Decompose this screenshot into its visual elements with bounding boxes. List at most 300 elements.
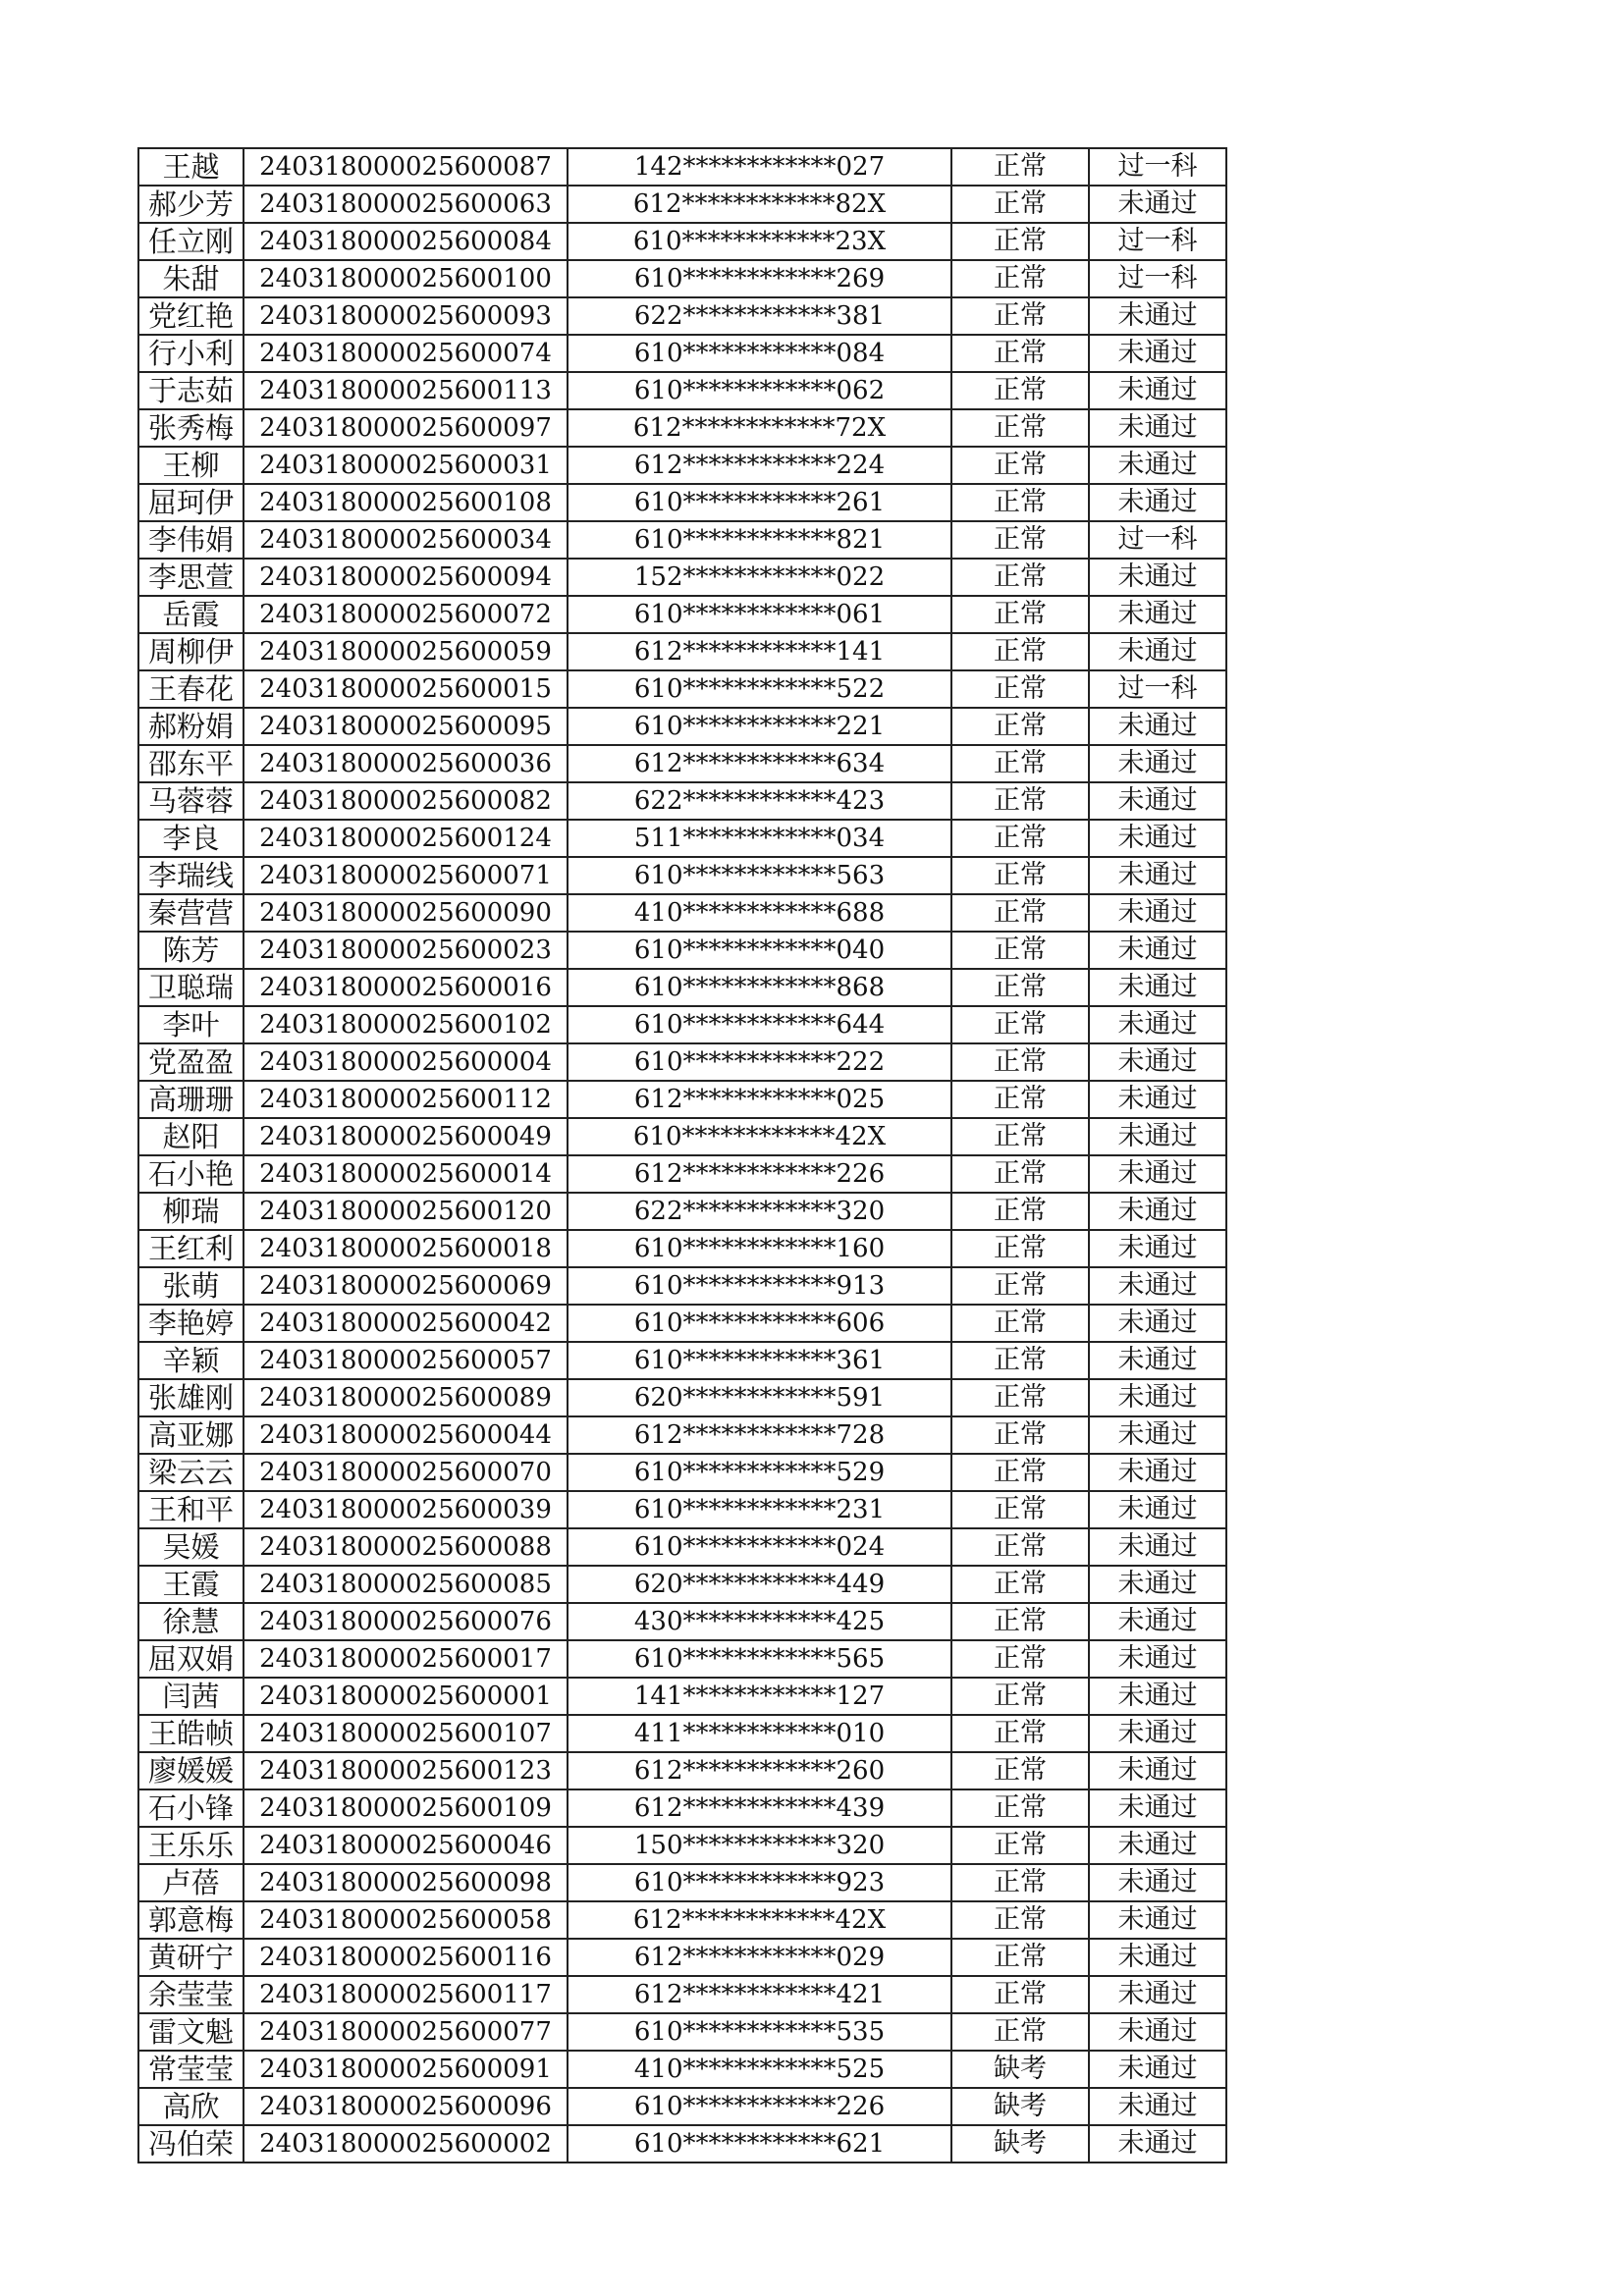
- cell-name: 郝少芳: [138, 186, 244, 223]
- cell-name: 高珊珊: [138, 1081, 244, 1118]
- cell-exam-result: 未通过: [1089, 633, 1226, 670]
- cell-name: 石小艳: [138, 1155, 244, 1193]
- cell-attendance-status: 正常: [951, 1528, 1089, 1566]
- cell-id-number: 620************591: [568, 1379, 951, 1416]
- cell-ticket-number: 240318000025600107: [244, 1715, 568, 1752]
- cell-name: 邵东平: [138, 745, 244, 782]
- cell-attendance-status: 正常: [951, 708, 1089, 745]
- table-row: [138, 1230, 1226, 1267]
- cell-ticket-number: 240318000025600091: [244, 2051, 568, 2088]
- cell-ticket-number: 240318000025600100: [244, 260, 568, 297]
- cell-attendance-status: 正常: [951, 409, 1089, 447]
- cell-attendance-status: 正常: [951, 559, 1089, 596]
- cell-ticket-number: 240318000025600069: [244, 1267, 568, 1305]
- cell-attendance-status: 正常: [951, 260, 1089, 297]
- cell-name: 王和平: [138, 1491, 244, 1528]
- cell-attendance-status: 正常: [951, 1640, 1089, 1678]
- cell-exam-result: 过一科: [1089, 521, 1226, 559]
- cell-name: 王春花: [138, 670, 244, 708]
- cell-attendance-status: 正常: [951, 1081, 1089, 1118]
- cell-attendance-status: 正常: [951, 1678, 1089, 1715]
- cell-attendance-status: 正常: [951, 447, 1089, 484]
- cell-name: 李叶: [138, 1006, 244, 1043]
- cell-attendance-status: 缺考: [951, 2051, 1089, 2088]
- cell-ticket-number: 240318000025600016: [244, 969, 568, 1006]
- cell-id-number: 142************027: [568, 148, 951, 186]
- cell-name: 黄研宁: [138, 1939, 244, 1976]
- cell-attendance-status: 正常: [951, 1305, 1089, 1342]
- cell-id-number: 410************688: [568, 894, 951, 932]
- cell-attendance-status: 正常: [951, 1342, 1089, 1379]
- cell-id-number: 610************024: [568, 1528, 951, 1566]
- cell-attendance-status: 正常: [951, 484, 1089, 521]
- cell-attendance-status: 正常: [951, 335, 1089, 372]
- cell-name: 李良: [138, 820, 244, 857]
- table-row: [138, 1789, 1226, 1827]
- cell-exam-result: 未通过: [1089, 1939, 1226, 1976]
- cell-name: 党红艳: [138, 297, 244, 335]
- cell-id-number: 610************226: [568, 2088, 951, 2125]
- cell-id-number: 610************529: [568, 1454, 951, 1491]
- cell-name: 李瑞线: [138, 857, 244, 894]
- results-table-body: [138, 148, 1226, 2163]
- cell-ticket-number: 240318000025600098: [244, 1864, 568, 1901]
- cell-attendance-status: 正常: [951, 932, 1089, 969]
- cell-exam-result: 未通过: [1089, 1193, 1226, 1230]
- table-row: [138, 335, 1226, 372]
- cell-attendance-status: 正常: [951, 633, 1089, 670]
- table-row: [138, 1043, 1226, 1081]
- cell-id-number: 612************82X: [568, 186, 951, 223]
- cell-id-number: 612************72X: [568, 409, 951, 447]
- cell-id-number: 610************160: [568, 1230, 951, 1267]
- cell-id-number: 610************522: [568, 670, 951, 708]
- cell-attendance-status: 正常: [951, 894, 1089, 932]
- cell-ticket-number: 240318000025600002: [244, 2125, 568, 2163]
- cell-attendance-status: 正常: [951, 1566, 1089, 1603]
- cell-exam-result: 未通过: [1089, 1006, 1226, 1043]
- cell-ticket-number: 240318000025600093: [244, 297, 568, 335]
- cell-attendance-status: 正常: [951, 1827, 1089, 1864]
- table-row: [138, 1976, 1226, 2013]
- table-row: [138, 1715, 1226, 1752]
- table-row: [138, 1528, 1226, 1566]
- cell-exam-result: 未通过: [1089, 1678, 1226, 1715]
- table-row: [138, 1901, 1226, 1939]
- cell-id-number: 610************040: [568, 932, 951, 969]
- cell-name: 石小锋: [138, 1789, 244, 1827]
- cell-exam-result: 未通过: [1089, 186, 1226, 223]
- cell-id-number: 612************260: [568, 1752, 951, 1789]
- cell-ticket-number: 240318000025600017: [244, 1640, 568, 1678]
- cell-id-number: 610************062: [568, 372, 951, 409]
- cell-attendance-status: 正常: [951, 2013, 1089, 2051]
- cell-exam-result: 未通过: [1089, 1864, 1226, 1901]
- cell-attendance-status: 正常: [951, 1006, 1089, 1043]
- cell-id-number: 612************42X: [568, 1901, 951, 1939]
- cell-ticket-number: 240318000025600070: [244, 1454, 568, 1491]
- cell-name: 于志茹: [138, 372, 244, 409]
- cell-ticket-number: 240318000025600082: [244, 782, 568, 820]
- table-row: [138, 1193, 1226, 1230]
- cell-exam-result: 未通过: [1089, 484, 1226, 521]
- cell-name: 任立刚: [138, 223, 244, 260]
- cell-ticket-number: 240318000025600063: [244, 186, 568, 223]
- cell-name: 陈芳: [138, 932, 244, 969]
- cell-name: 梁云云: [138, 1454, 244, 1491]
- cell-attendance-status: 正常: [951, 223, 1089, 260]
- cell-ticket-number: 240318000025600074: [244, 335, 568, 372]
- cell-attendance-status: 正常: [951, 521, 1089, 559]
- table-row: [138, 1827, 1226, 1864]
- table-row: [138, 1006, 1226, 1043]
- cell-id-number: 610************221: [568, 708, 951, 745]
- cell-ticket-number: 240318000025600087: [244, 148, 568, 186]
- cell-name: 行小利: [138, 335, 244, 372]
- cell-name: 周柳伊: [138, 633, 244, 670]
- cell-ticket-number: 240318000025600109: [244, 1789, 568, 1827]
- table-row: [138, 708, 1226, 745]
- cell-name: 郝粉娟: [138, 708, 244, 745]
- cell-name: 高欣: [138, 2088, 244, 2125]
- cell-name: 党盈盈: [138, 1043, 244, 1081]
- cell-id-number: 410************525: [568, 2051, 951, 2088]
- cell-id-number: 612************141: [568, 633, 951, 670]
- cell-attendance-status: 正常: [951, 1491, 1089, 1528]
- cell-attendance-status: 正常: [951, 1118, 1089, 1155]
- cell-id-number: 612************224: [568, 447, 951, 484]
- cell-ticket-number: 240318000025600077: [244, 2013, 568, 2051]
- cell-ticket-number: 240318000025600076: [244, 1603, 568, 1640]
- cell-id-number: 610************535: [568, 2013, 951, 2051]
- cell-id-number: 610************868: [568, 969, 951, 1006]
- cell-id-number: 610************563: [568, 857, 951, 894]
- cell-exam-result: 未通过: [1089, 1901, 1226, 1939]
- cell-exam-result: 未通过: [1089, 2013, 1226, 2051]
- cell-id-number: 612************226: [568, 1155, 951, 1193]
- cell-attendance-status: 正常: [951, 857, 1089, 894]
- cell-id-number: 610************821: [568, 521, 951, 559]
- table-row: [138, 2051, 1226, 2088]
- cell-exam-result: 未通过: [1089, 1528, 1226, 1566]
- cell-ticket-number: 240318000025600112: [244, 1081, 568, 1118]
- results-table: [137, 147, 1227, 2163]
- cell-attendance-status: 正常: [951, 1603, 1089, 1640]
- cell-ticket-number: 240318000025600124: [244, 820, 568, 857]
- cell-exam-result: 未通过: [1089, 2125, 1226, 2163]
- cell-attendance-status: 正常: [951, 1454, 1089, 1491]
- cell-attendance-status: 正常: [951, 596, 1089, 633]
- cell-attendance-status: 正常: [951, 1752, 1089, 1789]
- cell-id-number: 610************923: [568, 1864, 951, 1901]
- cell-exam-result: 未通过: [1089, 745, 1226, 782]
- cell-ticket-number: 240318000025600044: [244, 1416, 568, 1454]
- cell-name: 廖媛媛: [138, 1752, 244, 1789]
- cell-ticket-number: 240318000025600090: [244, 894, 568, 932]
- cell-id-number: 612************634: [568, 745, 951, 782]
- cell-ticket-number: 240318000025600084: [244, 223, 568, 260]
- cell-attendance-status: 正常: [951, 1155, 1089, 1193]
- cell-id-number: 610************222: [568, 1043, 951, 1081]
- cell-id-number: 622************423: [568, 782, 951, 820]
- cell-exam-result: 未通过: [1089, 559, 1226, 596]
- cell-ticket-number: 240318000025600116: [244, 1939, 568, 1976]
- cell-ticket-number: 240318000025600034: [244, 521, 568, 559]
- cell-exam-result: 未通过: [1089, 1155, 1226, 1193]
- cell-exam-result: 未通过: [1089, 2088, 1226, 2125]
- cell-name: 卫聪瑞: [138, 969, 244, 1006]
- cell-ticket-number: 240318000025600097: [244, 409, 568, 447]
- cell-attendance-status: 缺考: [951, 2088, 1089, 2125]
- table-row: [138, 670, 1226, 708]
- cell-exam-result: 未通过: [1089, 932, 1226, 969]
- cell-exam-result: 未通过: [1089, 708, 1226, 745]
- cell-ticket-number: 240318000025600085: [244, 1566, 568, 1603]
- table-row: [138, 1566, 1226, 1603]
- cell-exam-result: 未通过: [1089, 1118, 1226, 1155]
- cell-name: 王皓帧: [138, 1715, 244, 1752]
- cell-exam-result: 未通过: [1089, 969, 1226, 1006]
- cell-exam-result: 未通过: [1089, 335, 1226, 372]
- cell-id-number: 610************261: [568, 484, 951, 521]
- cell-attendance-status: 正常: [951, 1976, 1089, 2013]
- cell-ticket-number: 240318000025600095: [244, 708, 568, 745]
- cell-id-number: 612************029: [568, 1939, 951, 1976]
- table-row: [138, 969, 1226, 1006]
- cell-exam-result: 未通过: [1089, 820, 1226, 857]
- table-row: [138, 148, 1226, 186]
- table-row: [138, 186, 1226, 223]
- cell-ticket-number: 240318000025600049: [244, 1118, 568, 1155]
- table-row: [138, 521, 1226, 559]
- cell-exam-result: 未通过: [1089, 2051, 1226, 2088]
- cell-exam-result: 未通过: [1089, 1230, 1226, 1267]
- table-row: [138, 1081, 1226, 1118]
- table-row: [138, 1379, 1226, 1416]
- cell-name: 李艳婷: [138, 1305, 244, 1342]
- cell-attendance-status: 正常: [951, 782, 1089, 820]
- table-row: [138, 782, 1226, 820]
- cell-attendance-status: 正常: [951, 1901, 1089, 1939]
- cell-attendance-status: 正常: [951, 1939, 1089, 1976]
- cell-name: 王红利: [138, 1230, 244, 1267]
- cell-id-number: 610************084: [568, 335, 951, 372]
- cell-exam-result: 未通过: [1089, 297, 1226, 335]
- table-row: [138, 1640, 1226, 1678]
- cell-exam-result: 未通过: [1089, 372, 1226, 409]
- cell-name: 王柳: [138, 447, 244, 484]
- cell-name: 屈珂伊: [138, 484, 244, 521]
- cell-exam-result: 未通过: [1089, 1081, 1226, 1118]
- cell-attendance-status: 正常: [951, 1267, 1089, 1305]
- table-row: [138, 1267, 1226, 1305]
- cell-exam-result: 未通过: [1089, 1715, 1226, 1752]
- table-row: [138, 559, 1226, 596]
- cell-attendance-status: 正常: [951, 745, 1089, 782]
- table-row: [138, 633, 1226, 670]
- cell-name: 张秀梅: [138, 409, 244, 447]
- cell-id-number: 610************23X: [568, 223, 951, 260]
- cell-ticket-number: 240318000025600014: [244, 1155, 568, 1193]
- cell-id-number: 622************381: [568, 297, 951, 335]
- cell-name: 张雄刚: [138, 1379, 244, 1416]
- cell-id-number: 411************010: [568, 1715, 951, 1752]
- cell-ticket-number: 240318000025600042: [244, 1305, 568, 1342]
- cell-attendance-status: 正常: [951, 1416, 1089, 1454]
- cell-name: 雷文魁: [138, 2013, 244, 2051]
- cell-ticket-number: 240318000025600039: [244, 1491, 568, 1528]
- cell-attendance-status: 缺考: [951, 2125, 1089, 2163]
- cell-exam-result: 未通过: [1089, 1752, 1226, 1789]
- cell-ticket-number: 240318000025600108: [244, 484, 568, 521]
- cell-exam-result: 未通过: [1089, 1789, 1226, 1827]
- cell-ticket-number: 240318000025600096: [244, 2088, 568, 2125]
- cell-name: 马蓉蓉: [138, 782, 244, 820]
- table-row: [138, 1416, 1226, 1454]
- cell-name: 徐慧: [138, 1603, 244, 1640]
- cell-ticket-number: 240318000025600018: [244, 1230, 568, 1267]
- cell-exam-result: 未通过: [1089, 1454, 1226, 1491]
- cell-name: 余莹莹: [138, 1976, 244, 2013]
- cell-exam-result: 未通过: [1089, 1267, 1226, 1305]
- table-row: [138, 857, 1226, 894]
- cell-exam-result: 未通过: [1089, 1566, 1226, 1603]
- table-row: [138, 223, 1226, 260]
- cell-exam-result: 未通过: [1089, 1043, 1226, 1081]
- cell-ticket-number: 240318000025600058: [244, 1901, 568, 1939]
- cell-id-number: 612************439: [568, 1789, 951, 1827]
- cell-name: 高亚娜: [138, 1416, 244, 1454]
- cell-name: 常莹莹: [138, 2051, 244, 2088]
- cell-attendance-status: 正常: [951, 969, 1089, 1006]
- cell-attendance-status: 正常: [951, 1379, 1089, 1416]
- cell-exam-result: 未通过: [1089, 1603, 1226, 1640]
- cell-id-number: 610************644: [568, 1006, 951, 1043]
- cell-ticket-number: 240318000025600057: [244, 1342, 568, 1379]
- cell-exam-result: 未通过: [1089, 1416, 1226, 1454]
- cell-attendance-status: 正常: [951, 1864, 1089, 1901]
- cell-exam-result: 未通过: [1089, 1305, 1226, 1342]
- table-row: [138, 2125, 1226, 2163]
- cell-ticket-number: 240318000025600094: [244, 559, 568, 596]
- cell-attendance-status: 正常: [951, 1193, 1089, 1230]
- cell-name: 张萌: [138, 1267, 244, 1305]
- cell-ticket-number: 240318000025600071: [244, 857, 568, 894]
- cell-attendance-status: 正常: [951, 820, 1089, 857]
- cell-id-number: 612************728: [568, 1416, 951, 1454]
- cell-ticket-number: 240318000025600123: [244, 1752, 568, 1789]
- cell-id-number: 610************231: [568, 1491, 951, 1528]
- cell-exam-result: 过一科: [1089, 260, 1226, 297]
- cell-attendance-status: 正常: [951, 148, 1089, 186]
- cell-name: 赵阳: [138, 1118, 244, 1155]
- table-row: [138, 484, 1226, 521]
- cell-id-number: 610************621: [568, 2125, 951, 2163]
- table-row: [138, 372, 1226, 409]
- cell-name: 岳霞: [138, 596, 244, 633]
- cell-attendance-status: 正常: [951, 1715, 1089, 1752]
- cell-exam-result: 未通过: [1089, 447, 1226, 484]
- table-row: [138, 1305, 1226, 1342]
- cell-id-number: 152************022: [568, 559, 951, 596]
- cell-exam-result: 过一科: [1089, 148, 1226, 186]
- cell-name: 闫茜: [138, 1678, 244, 1715]
- cell-exam-result: 过一科: [1089, 223, 1226, 260]
- cell-ticket-number: 240318000025600023: [244, 932, 568, 969]
- cell-name: 辛颖: [138, 1342, 244, 1379]
- cell-ticket-number: 240318000025600001: [244, 1678, 568, 1715]
- cell-name: 秦营营: [138, 894, 244, 932]
- table-row: [138, 1118, 1226, 1155]
- table-row: [138, 1155, 1226, 1193]
- cell-attendance-status: 正常: [951, 670, 1089, 708]
- cell-name: 李思萱: [138, 559, 244, 596]
- cell-exam-result: 过一科: [1089, 670, 1226, 708]
- table-row: [138, 297, 1226, 335]
- cell-id-number: 610************361: [568, 1342, 951, 1379]
- cell-ticket-number: 240318000025600102: [244, 1006, 568, 1043]
- table-row: [138, 596, 1226, 633]
- table-row: [138, 1752, 1226, 1789]
- table-row: [138, 1454, 1226, 1491]
- cell-ticket-number: 240318000025600059: [244, 633, 568, 670]
- cell-ticket-number: 240318000025600031: [244, 447, 568, 484]
- table-row: [138, 1342, 1226, 1379]
- cell-attendance-status: 正常: [951, 186, 1089, 223]
- cell-name: 朱甜: [138, 260, 244, 297]
- cell-id-number: 610************061: [568, 596, 951, 633]
- cell-id-number: 430************425: [568, 1603, 951, 1640]
- cell-id-number: 610************269: [568, 260, 951, 297]
- table-row: [138, 2013, 1226, 2051]
- cell-ticket-number: 240318000025600072: [244, 596, 568, 633]
- cell-name: 李伟娟: [138, 521, 244, 559]
- cell-name: 王乐乐: [138, 1827, 244, 1864]
- table-row: [138, 447, 1226, 484]
- table-row: [138, 409, 1226, 447]
- cell-id-number: 612************421: [568, 1976, 951, 2013]
- cell-id-number: 610************565: [568, 1640, 951, 1678]
- cell-exam-result: 未通过: [1089, 1976, 1226, 2013]
- cell-exam-result: 未通过: [1089, 894, 1226, 932]
- cell-exam-result: 未通过: [1089, 857, 1226, 894]
- table-row: [138, 745, 1226, 782]
- cell-ticket-number: 240318000025600046: [244, 1827, 568, 1864]
- cell-name: 郭意梅: [138, 1901, 244, 1939]
- cell-id-number: 141************127: [568, 1678, 951, 1715]
- cell-attendance-status: 正常: [951, 1789, 1089, 1827]
- table-row: [138, 1678, 1226, 1715]
- cell-id-number: 150************320: [568, 1827, 951, 1864]
- cell-id-number: 610************42X: [568, 1118, 951, 1155]
- cell-id-number: 622************320: [568, 1193, 951, 1230]
- cell-name: 冯伯荣: [138, 2125, 244, 2163]
- cell-exam-result: 未通过: [1089, 1491, 1226, 1528]
- cell-exam-result: 未通过: [1089, 1827, 1226, 1864]
- cell-name: 屈双娟: [138, 1640, 244, 1678]
- cell-ticket-number: 240318000025600015: [244, 670, 568, 708]
- cell-exam-result: 未通过: [1089, 1640, 1226, 1678]
- cell-attendance-status: 正常: [951, 372, 1089, 409]
- cell-id-number: 612************025: [568, 1081, 951, 1118]
- cell-attendance-status: 正常: [951, 297, 1089, 335]
- cell-ticket-number: 240318000025600120: [244, 1193, 568, 1230]
- cell-name: 王霞: [138, 1566, 244, 1603]
- cell-id-number: 610************913: [568, 1267, 951, 1305]
- cell-attendance-status: 正常: [951, 1043, 1089, 1081]
- table-row: [138, 894, 1226, 932]
- table-row: [138, 1491, 1226, 1528]
